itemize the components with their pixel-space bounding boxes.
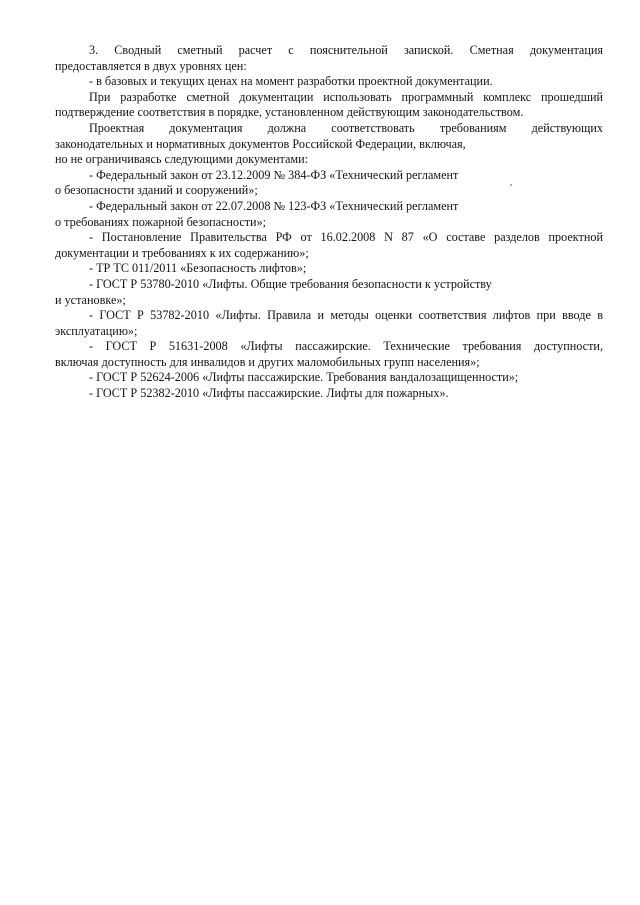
paragraph-estimate-documentation <box>55 43 603 74</box>
text-line: - ГОСТ Р 52624-2006 «Лифты пассажирские. Требования вандалозащищенности»; <box>89 370 519 385</box>
text-line: - ГОСТ Р 52382-2010 «Лифты пассажирские. Лифты для пожарных». <box>89 386 449 401</box>
text-line: законодательных и нормативных документов Российской Федерации, включая, <box>55 136 466 151</box>
list-item-gost-53782 <box>55 308 603 339</box>
paragraph-software-complex <box>55 90 603 121</box>
text-line: - ГОСТ Р 53780-2010 «Лифты. Общие требования безопасности к устройству <box>89 276 492 291</box>
list-item-gost-52382 <box>55 386 603 402</box>
text-line: включая доступность для инвалидов и других маломобильных групп населения»; <box>55 354 480 369</box>
text-line: о требованиях пожарной безопасности»; <box>55 214 267 229</box>
text-line: подтверждение соответствия в порядке, установленном действующим законодательством. <box>55 105 524 120</box>
paragraph-price-levels <box>55 74 603 90</box>
list-item-fz-384 <box>55 168 603 199</box>
list-item-tr-ts-011 <box>55 261 603 277</box>
text-line: - Постановление Правительства РФ от 16.02.2008 N 87 «О составе разделов проектной <box>89 230 603 245</box>
text-line: - в базовых и текущих ценах на момент разработки проектной документации. <box>89 74 493 89</box>
text-line: При разработке сметной документации использовать программный комплекс прошедший <box>89 89 603 104</box>
text-line: Проектная документация должна соответствовать требованиям действующих <box>89 120 603 135</box>
document-body <box>55 43 603 402</box>
text-line: но не ограничиваясь следующими документами: <box>55 152 309 167</box>
text-line: эксплуатацию»; <box>55 323 138 338</box>
list-item-gost-51631 <box>55 339 603 370</box>
text-line: - ГОСТ Р 51631-2008 «Лифты пассажирские. Технические требования доступности, <box>89 339 603 354</box>
text-line: - Федеральный закон от 23.12.2009 № 384-ФЗ «Технический регламент <box>89 167 459 182</box>
text-line: предоставляется в двух уровнях цен: <box>55 58 247 73</box>
text-line: - Федеральный закон от 22.07.2008 № 123-ФЗ «Технический регламент <box>89 198 459 213</box>
scan-speck <box>510 184 512 186</box>
text-line: документации и требованиях к их содержанию»; <box>55 245 309 260</box>
text-line: и установке»; <box>55 292 126 307</box>
list-item-gost-52624 <box>55 370 603 386</box>
text-line: о безопасности зданий и сооружений»; <box>55 183 258 198</box>
list-item-postanovlenie-87 <box>55 230 603 261</box>
paragraph-requirements-intro <box>55 121 603 168</box>
text-line: - ТР ТС 011/2011 «Безопасность лифтов»; <box>89 261 307 276</box>
text-line: 3. Сводный сметный расчет с пояснительной запиской. Сметная документация <box>89 43 603 57</box>
text-line: - ГОСТ Р 53782-2010 «Лифты. Правила и методы оценки соответствия лифтов при вводе в <box>89 308 603 323</box>
list-item-gost-53780 <box>55 277 603 308</box>
list-item-fz-123 <box>55 199 603 230</box>
